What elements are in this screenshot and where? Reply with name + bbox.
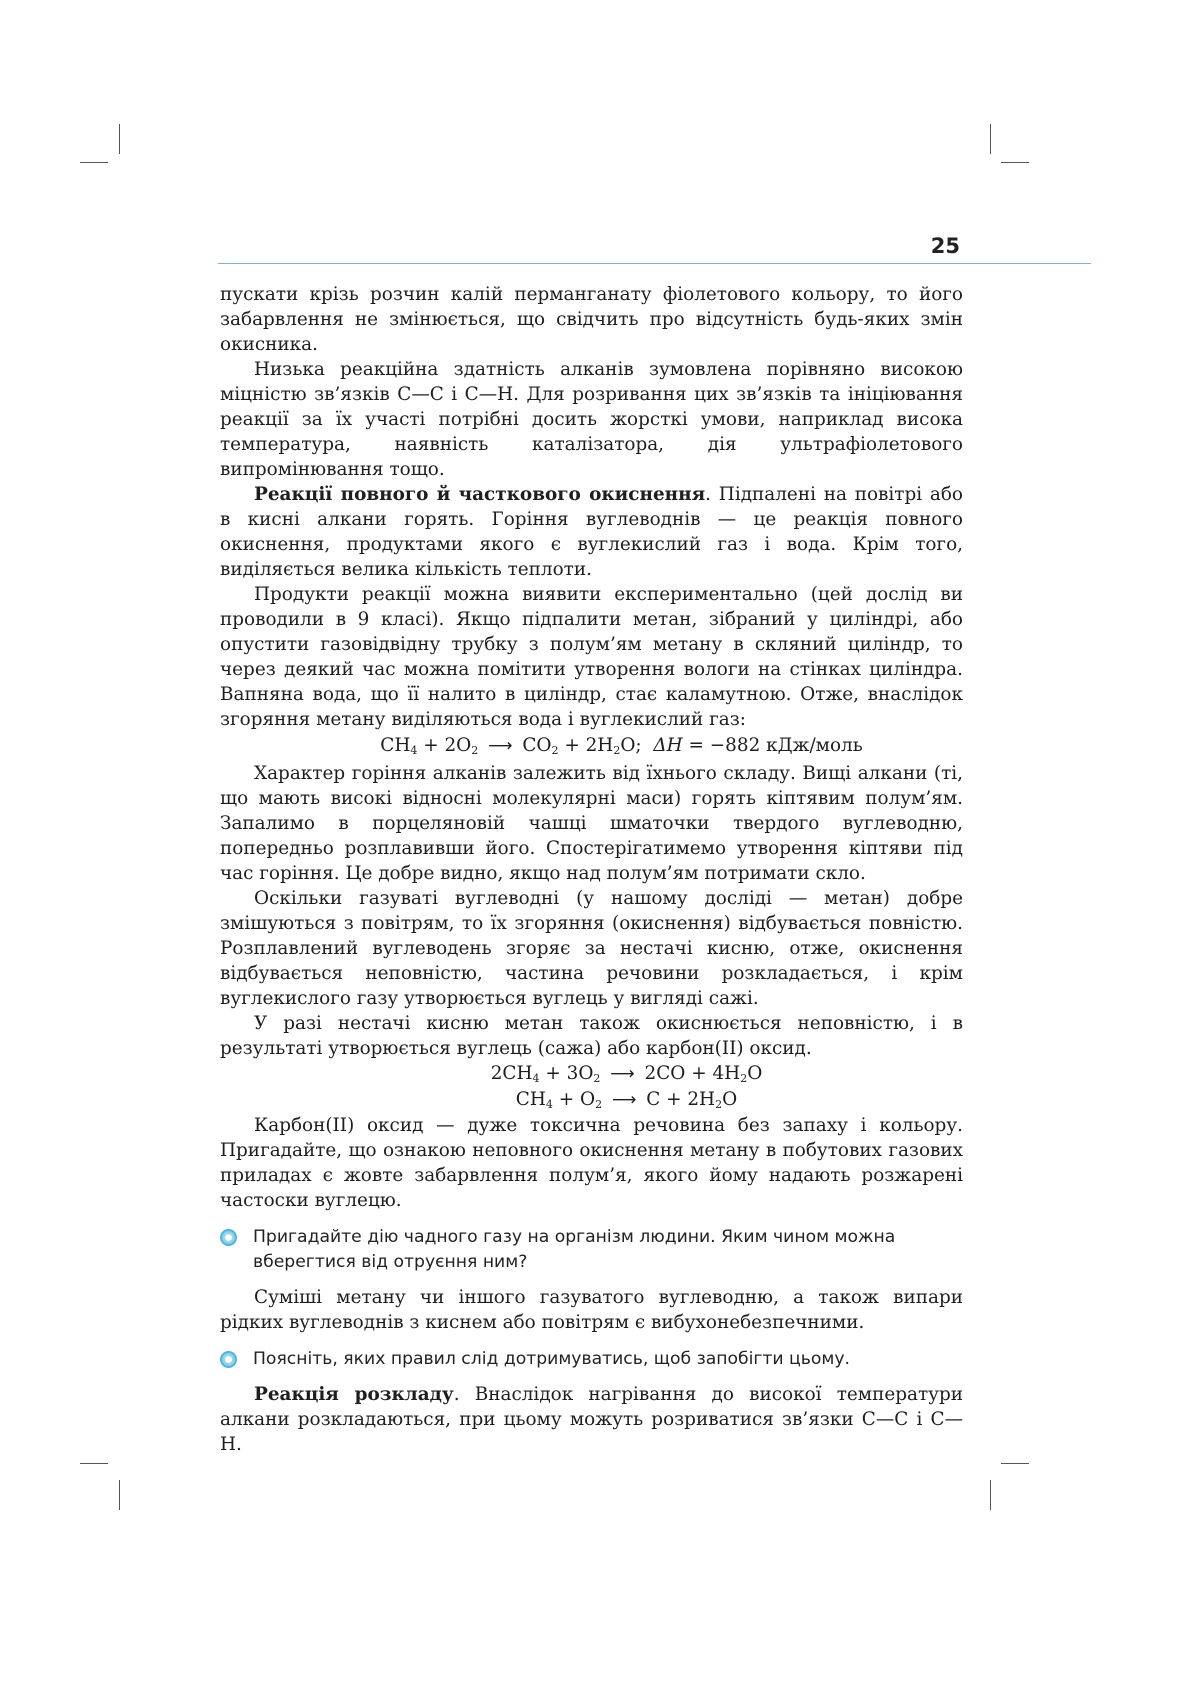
formula-part: O; [620,735,642,756]
question-block [220,1225,963,1275]
combustion-equation [220,733,963,759]
formula-part: + O [552,1089,596,1110]
formula-subscript: 4 [410,744,418,757]
reaction-arrow-icon: ⟶ [611,1090,637,1110]
paragraph [220,1382,963,1457]
enthalpy-value: = −882 кДж/моль [682,735,863,756]
paragraph: Продукти реакції можна виявити експериментально (цей дослід ви проводили в 9 класі). Якщо підпалити метан, зібраний у циліндрі, або опустити газовідвідну трубку з полум’ям метану в скляний циліндр, то через деякий час можна помітити утворення вологи на стінках циліндра. Вапняна вода, що її налито в циліндр, стає каламутною. Отже, внаслідок згоряння метану виділяються вода і вуглекислий газ: [220,584,963,730]
crop-mark [119,1480,120,1510]
crop-mark [80,1463,108,1464]
question-text: Пригадайте дію чадного газу на організм людини. Яким чином можна вберегтися від отруєння ним? [253,1227,896,1272]
crop-mark [1001,162,1029,163]
paragraph-text: . Підпалені на повітрі або в кисні алкани горять. Горіння вуглеводнів — це реакція повного окиснення, продуктами якого є вуглекислий газ і вода. Крім того, виділяється велика кількість теплоти. [220,484,963,580]
question-block [220,1347,963,1372]
formula-part: + 3O [539,1063,594,1084]
paragraph: пускати крізь розчин калій перманганату фіолетового кольору, то його забарвлення не змінюється, що свідчить про відсутність будь-яких змін окисника. [220,284,963,355]
formula-part: O [722,1089,738,1110]
formula-subscript: 2 [740,1072,748,1085]
formula-subscript: 2 [471,744,479,757]
incomplete-oxidation-equations [220,1061,963,1113]
paragraph [220,482,963,582]
formula-subscript: 2 [551,744,559,757]
enthalpy-symbol: ΔH [653,735,683,756]
crop-mark [990,1480,991,1510]
section-heading: Реакції повного й часткового окиснення [254,484,706,505]
crop-mark [990,124,991,154]
formula-subscript: 4 [532,1072,540,1085]
equation-line [290,1061,963,1087]
paragraph: Характер горіння алканів залежить від їхнього складу. Вищі алкани (ті, що мають високі відносні молекулярні маси) горять кіптявим полум’ям. Запалимо в порцеляновій чашці шматочки твердого вуглеводню, попередньо розплавивши його. Спостерігатимемо утворення кіптяви під час горіння. Це добре видно, якщо над полум’ям потримати скло. [220,763,963,884]
paragraph: Суміші метану чи іншого газуватого вуглеводню, а також випари рідких вуглеводнів з киснем або повітрям є вибухонебезпечними. [220,1287,963,1333]
question-bullet-icon [220,1351,237,1368]
formula-part: CH [515,1089,546,1110]
formula-part: O [747,1063,763,1084]
question-text: Поясніть, яких правил слід дотримуватись, щоб запобігти цьому. [253,1349,850,1369]
paragraph: Карбон(II) оксид — дуже токсична речовина без запаху і кольору. Пригадайте, що ознакою неповного окиснення метану в побутових газових приладах є жовте забарвлення полум’я, якого йому надають розжарені частоски вуглецю. [220,1115,963,1211]
formula-part: + 2H [558,735,614,756]
formula-part: C + 2H [646,1089,716,1110]
page-number: 25 [930,234,960,258]
crop-mark [119,124,120,154]
formula-subscript: 2 [595,1098,603,1111]
formula-subscript: 2 [593,1072,601,1085]
paragraph: У разі нестачі кисню метан також окиснюється неповністю, і в результаті утворюється вуглець (сажа) або карбон(II) оксид. [220,1013,963,1059]
question-bullet-icon [220,1229,237,1246]
reaction-arrow-icon: ⟶ [488,736,513,756]
reaction-arrow-icon: ⟶ [610,1064,635,1084]
crop-mark [1001,1463,1029,1464]
section-heading: Реакція розкладу [254,1384,454,1405]
equation-line [290,1087,963,1113]
formula-subscript: 2 [715,1098,723,1111]
crop-mark [80,162,108,163]
formula-subscript: 4 [545,1098,553,1111]
paragraph: Оскільки газуваті вуглеводні (у нашому досліді — метан) добре змішуються з повітрям, то їх згоряння (окиснення) відбувається повністю. Розплавлений вуглеводень згоряє за нестачі кисню, отже, окиснення відбувається неповністю, частина речовини розкладається, і крім вуглекислого газу утворюється вуглець у вигляді сажі. [220,888,963,1009]
formula-subscript: 2 [613,744,621,757]
paragraph-text: . Внаслідок нагрівання до високої температури алкани розкладаються, при цьому можуть розриватися зв’язки С—С і С—Н. [220,1384,963,1455]
formula-part: 2CH [490,1063,533,1084]
header-rule [218,263,1091,264]
formula-part: 2CO + 4H [644,1063,741,1084]
formula-part: CH [380,735,411,756]
formula-part: CO [522,735,552,756]
formula-part: + 2O [417,735,472,756]
page-body [220,282,963,1457]
paragraph: Низька реакційна здатність алканів зумовлена порівняно високою міцністю зв’язків С—С і С—Н. Для розривання цих зв’язків та ініціювання реакції за їх участі потрібні досить жорсткі умови, наприклад висока температура, наявність каталізатора, дія ультрафіолетового випромінювання тощо. [220,359,963,480]
